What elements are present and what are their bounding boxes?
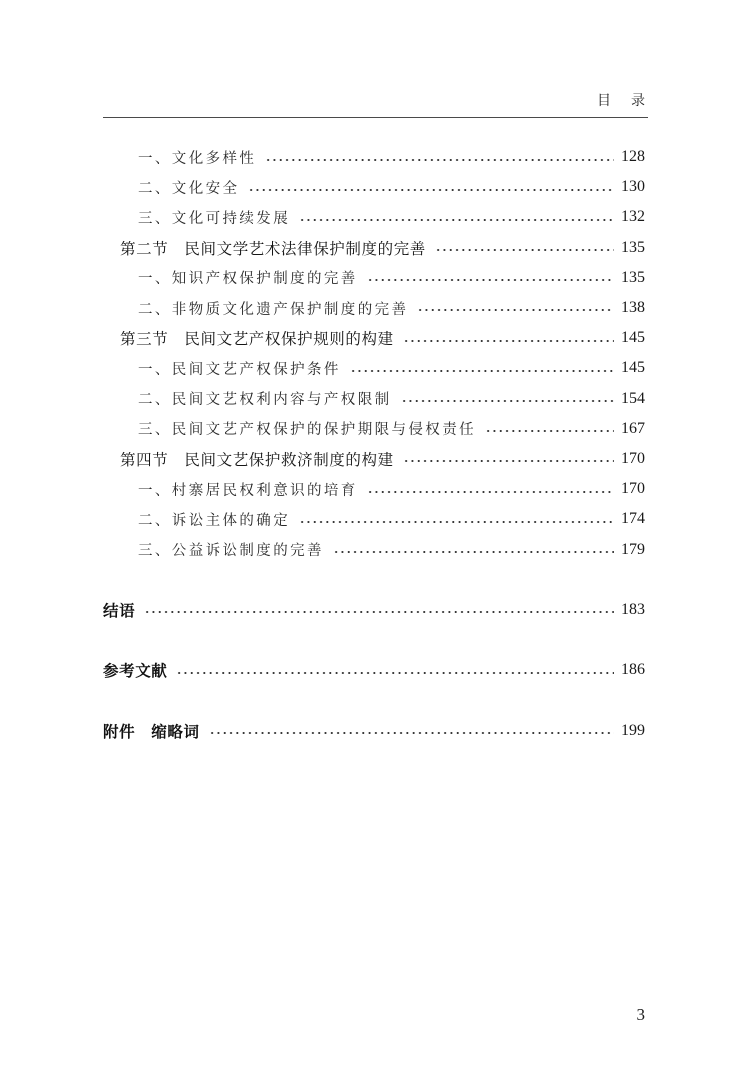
toc-entry-page: 145	[621, 329, 645, 347]
toc-entry	[138, 142, 645, 172]
toc-entry-label: 一、知识产权保护制度的完善	[138, 271, 358, 288]
toc-entry-page: 128	[621, 148, 645, 166]
toc-section-label: 第三节 民间文艺产权保护规则的构建	[120, 330, 394, 349]
toc-entry-label: 二、文化安全	[138, 180, 240, 197]
toc-entry	[138, 263, 645, 293]
toc-entry	[138, 353, 645, 383]
toc-leader-dots	[435, 233, 614, 263]
toc-entry	[138, 504, 645, 534]
toc-entry-page: 170	[621, 449, 645, 467]
toc-leader-dots	[299, 202, 614, 232]
toc-entry-label: 一、村寨居民权利意识的培育	[138, 482, 358, 499]
toc-entry-page: 167	[621, 419, 645, 437]
page-number: 3	[636, 1005, 645, 1024]
toc-entry	[138, 534, 645, 564]
toc-entry-conclusion	[103, 595, 645, 625]
toc-entry-label: 一、文化多样性	[138, 150, 257, 167]
header-rule	[103, 117, 648, 118]
toc-leader-dots	[176, 655, 614, 685]
running-head: 目 录	[597, 93, 648, 109]
toc-entry-page: 174	[621, 510, 645, 528]
toc-entry	[138, 172, 645, 202]
toc-entry	[138, 474, 645, 504]
toc-entry-label: 三、文化可持续发展	[138, 210, 291, 227]
toc-leader-dots	[367, 263, 614, 293]
toc-leader-dots	[209, 716, 614, 746]
toc-entry-page: 135	[621, 238, 645, 256]
toc-entry-page: 199	[621, 721, 645, 739]
toc-leader-dots	[248, 172, 614, 202]
toc-entry-page: 186	[621, 661, 645, 679]
toc-entry-page: 132	[621, 208, 645, 226]
toc-leader-dots	[485, 414, 614, 444]
toc-section-heading	[120, 444, 645, 474]
table-of-contents	[0, 142, 750, 746]
toc-section-heading	[120, 323, 645, 353]
toc-section-label: 第四节 民间文艺保护救济制度的构建	[120, 450, 394, 469]
toc-entry-page: 179	[621, 540, 645, 558]
toc-leader-dots	[401, 384, 615, 414]
toc-entry-label: 二、诉讼主体的确定	[138, 512, 291, 529]
toc-entry-page: 138	[621, 299, 645, 317]
toc-entry-page: 154	[621, 389, 645, 407]
toc-entry-label: 三、公益诉讼制度的完善	[138, 543, 324, 560]
toc-entry-appendix	[103, 716, 645, 746]
toc-leader-dots	[265, 142, 614, 172]
toc-leader-dots	[144, 595, 614, 625]
toc-entry-page: 183	[621, 600, 645, 618]
toc-entry-label: 三、民间文艺产权保护的保护期限与侵权责任	[138, 422, 476, 439]
toc-leader-dots	[299, 504, 614, 534]
toc-section-heading	[120, 233, 645, 263]
toc-entry-page: 135	[621, 268, 645, 286]
toc-entry-page: 145	[621, 359, 645, 377]
toc-entry-page: 130	[621, 178, 645, 196]
toc-section-label: 第二节 民间文学艺术法律保护制度的完善	[120, 239, 426, 258]
toc-leader-dots	[403, 444, 614, 474]
toc-leader-dots	[367, 474, 614, 504]
toc-leader-dots	[333, 534, 614, 564]
toc-entry	[138, 414, 645, 444]
toc-entry	[138, 293, 645, 323]
toc-leader-dots	[417, 293, 614, 323]
toc-entry-page: 170	[621, 480, 645, 498]
toc-entry-label: 结语	[103, 601, 136, 620]
toc-entry-label: 二、民间文艺权利内容与产权限制	[138, 392, 392, 409]
toc-entry	[138, 384, 645, 414]
toc-leader-dots	[403, 323, 614, 353]
toc-entry-label: 二、非物质文化遗产保护制度的完善	[138, 301, 409, 318]
toc-entry-label: 附件 缩略词	[103, 722, 200, 741]
toc-entry	[138, 202, 645, 232]
toc-leader-dots	[350, 353, 614, 383]
toc-entry-label: 参考文献	[103, 662, 168, 681]
toc-entry-references	[103, 655, 645, 685]
toc-entry-label: 一、民间文艺产权保护条件	[138, 361, 341, 378]
